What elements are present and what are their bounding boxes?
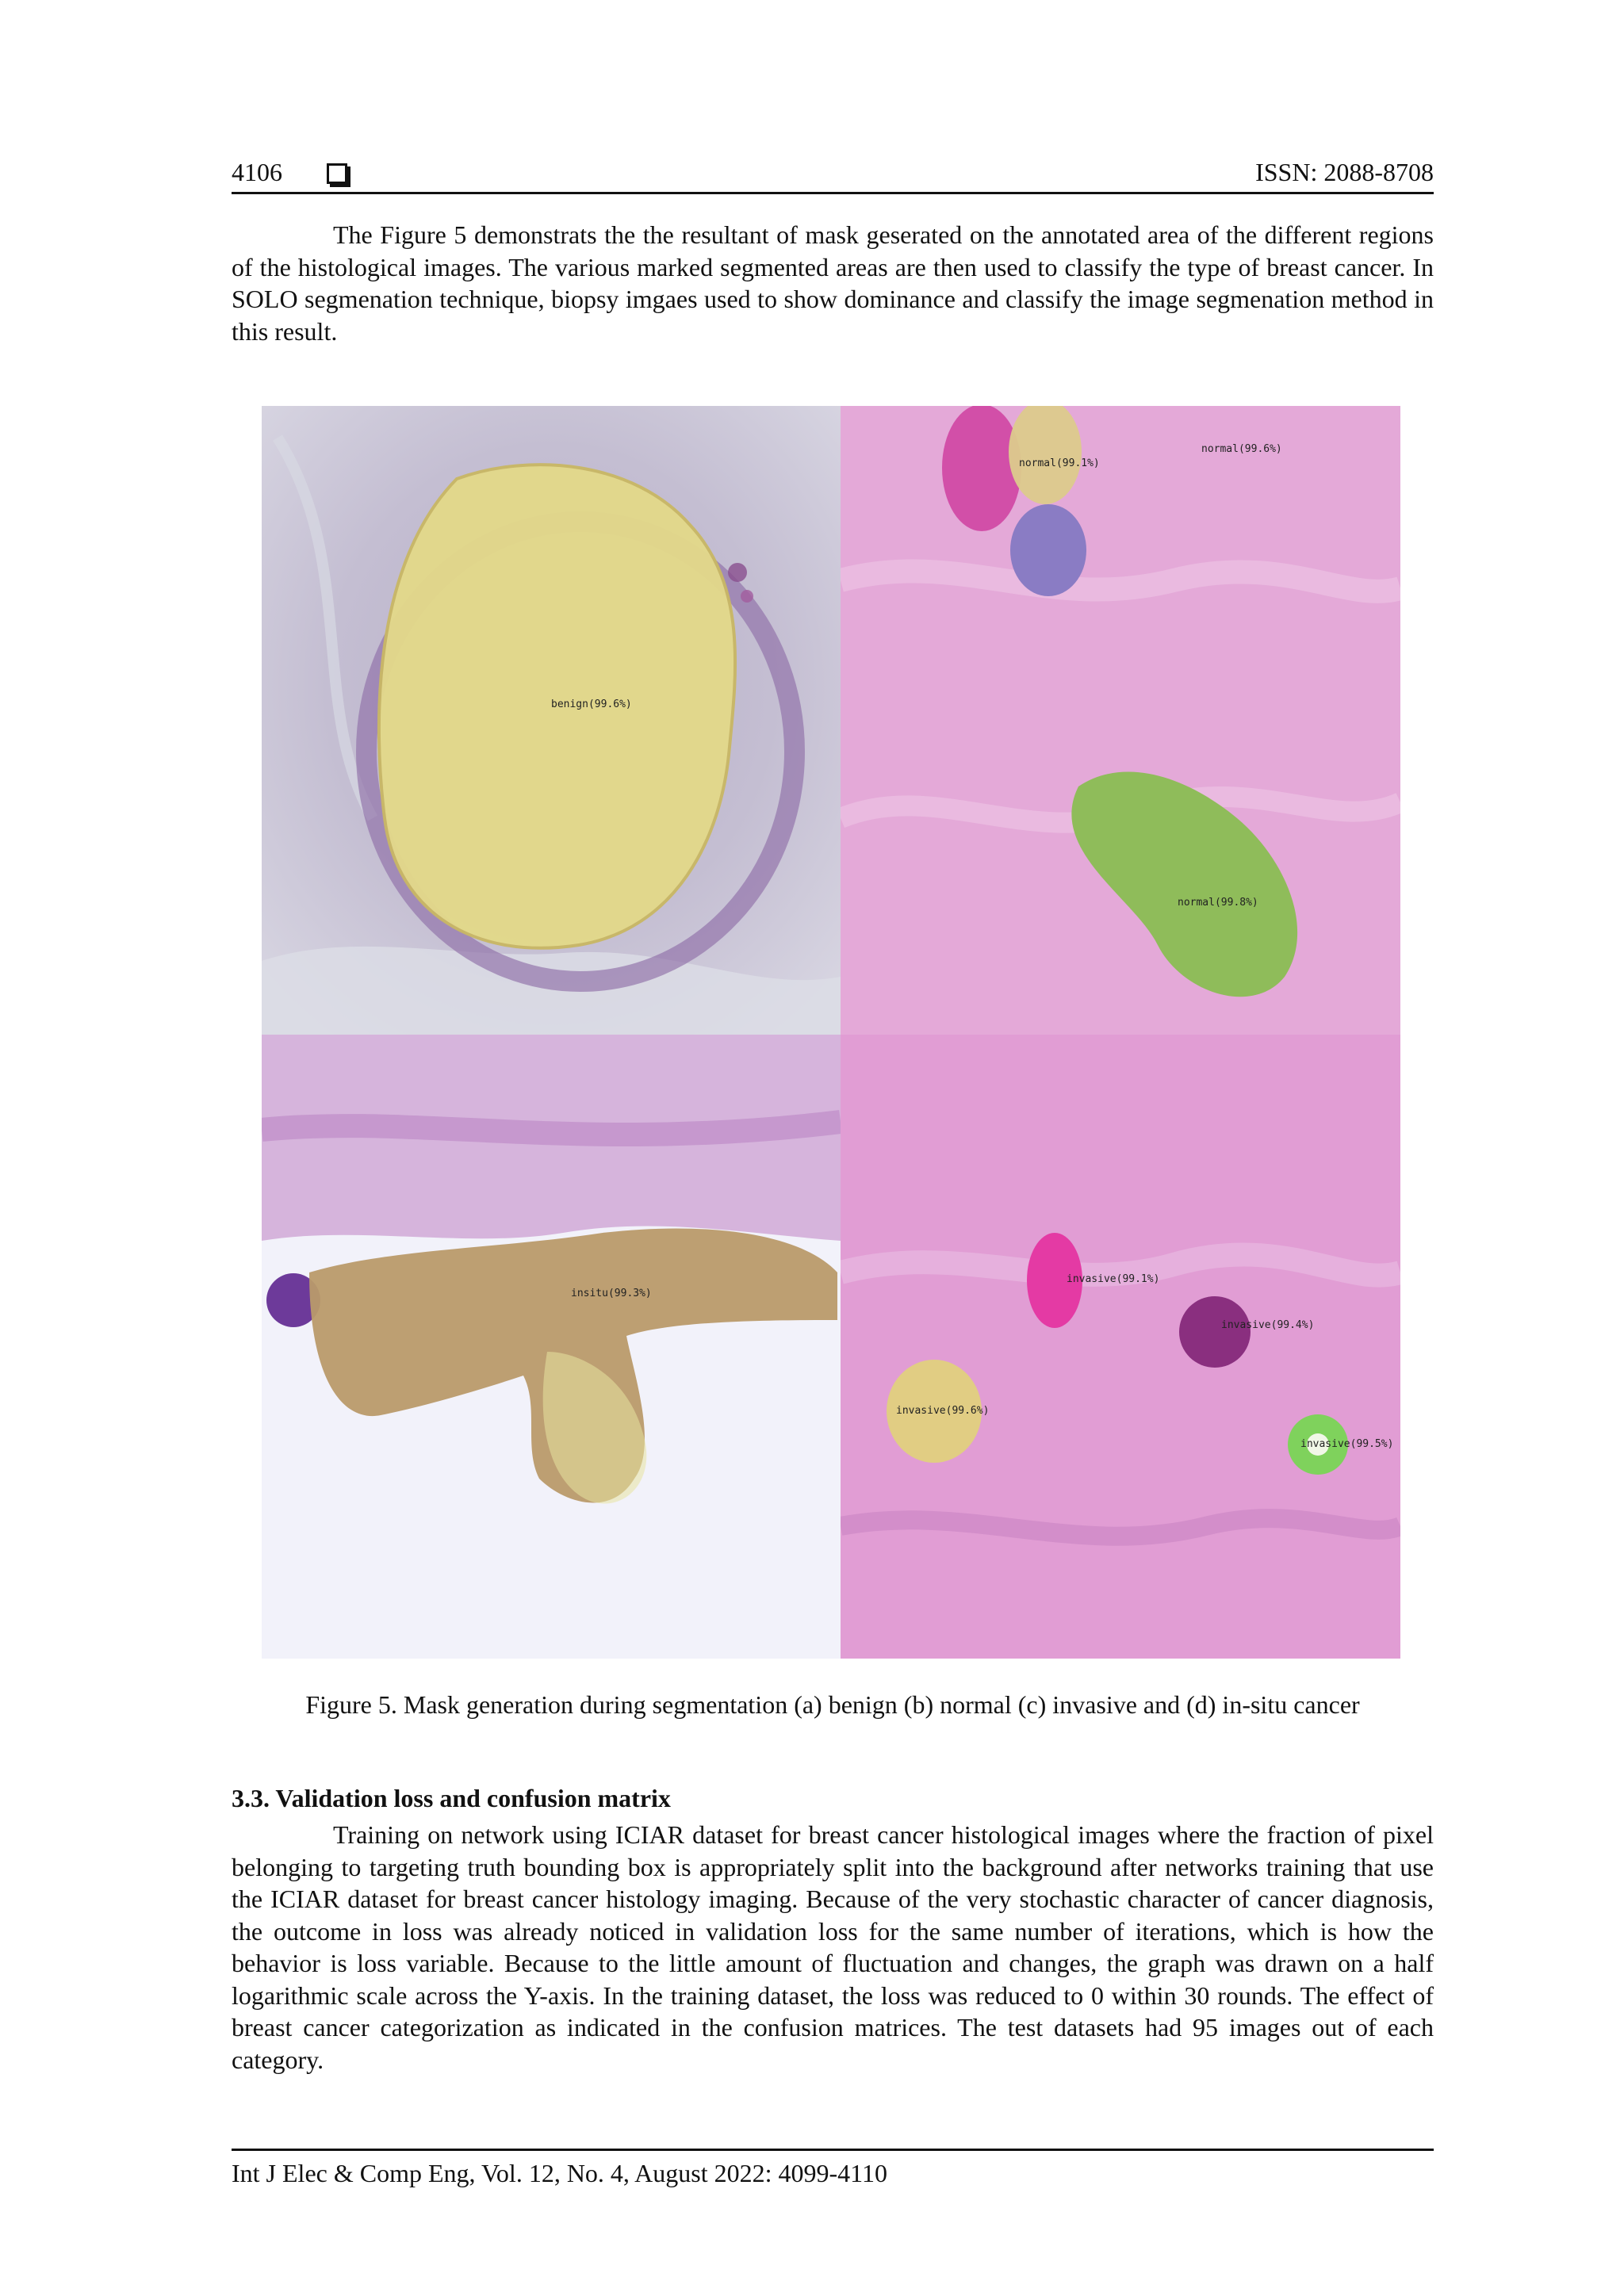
mask-label: invasive(99.5%) — [1300, 1438, 1394, 1450]
page-header — [232, 152, 1434, 194]
panel-normal — [841, 406, 1400, 1035]
section-paragraph: Training on network using ICIAR dataset for breast cancer histological images where the fraction of pixel belonging to targeting truth bounding box is appropriately split into the background after networks training that use the ICIAR dataset for breast cancer histology imaging. Because of the very stochastic character of cancer diagnosis, the outcome in loss was already noticed in validation loss for the same number of iterations, which is how the behavior is loss variable. Because to the little amount of fluctuation and changes, the graph was drawn on a half logarithmic scale across the Y-axis. In the training dataset, the loss was reduced to 0 within 30 rounds. The effect of breast cancer categorization as indicated in the confusion matrices. The test datasets had 95 images out of each category. — [232, 1820, 1434, 2074]
mask-label: invasive(99.4%) — [1221, 1319, 1315, 1331]
journal-citation: Int J Elec & Comp Eng, Vol. 12, No. 4, August 2022: 4099-4110 — [232, 2159, 887, 2187]
panel-benign — [262, 406, 841, 1035]
mask-label: benign(99.6%) — [551, 698, 632, 710]
histology-image-invasive — [841, 1035, 1400, 1659]
mask-label: normal(99.6%) — [1201, 443, 1282, 455]
mask-label: invasive(99.1%) — [1067, 1273, 1160, 1285]
intro-paragraph: The Figure 5 demonstrats the the resultant of mask geserated on the annotated area of the different regions of the histological images. The various marked segmented areas are then used to classify the type of breast cancer. In SOLO segmenation technique, biopsy imgaes used to show dominance and classify the image segmenation method in this result. — [232, 220, 1434, 346]
figure-caption: Figure 5. Mask generation during segmentation (a) benign (b) normal (c) invasive and (d) in-situ cancer — [305, 1690, 1360, 1719]
page-number: 4106 — [232, 158, 282, 186]
histology-image-normal — [841, 406, 1400, 1035]
histology-image-benign — [262, 406, 841, 1035]
mask-label: normal(99.8%) — [1178, 897, 1258, 909]
panel-invasive — [841, 1035, 1400, 1659]
panel-insitu — [262, 1035, 841, 1659]
section-heading: 3.3. Validation loss and confusion matrix — [232, 1784, 671, 1812]
figure-5 — [262, 406, 1400, 1659]
histology-image-insitu — [262, 1035, 841, 1659]
mask-label: invasive(99.6%) — [896, 1405, 990, 1417]
issn: ISSN: 2088-8708 — [1255, 158, 1434, 186]
mask-label: normal(99.1%) — [1019, 457, 1100, 469]
mask-label: insitu(99.3%) — [571, 1288, 652, 1299]
page-footer — [232, 2149, 1434, 2189]
checkbox-symbol-icon — [327, 163, 347, 184]
